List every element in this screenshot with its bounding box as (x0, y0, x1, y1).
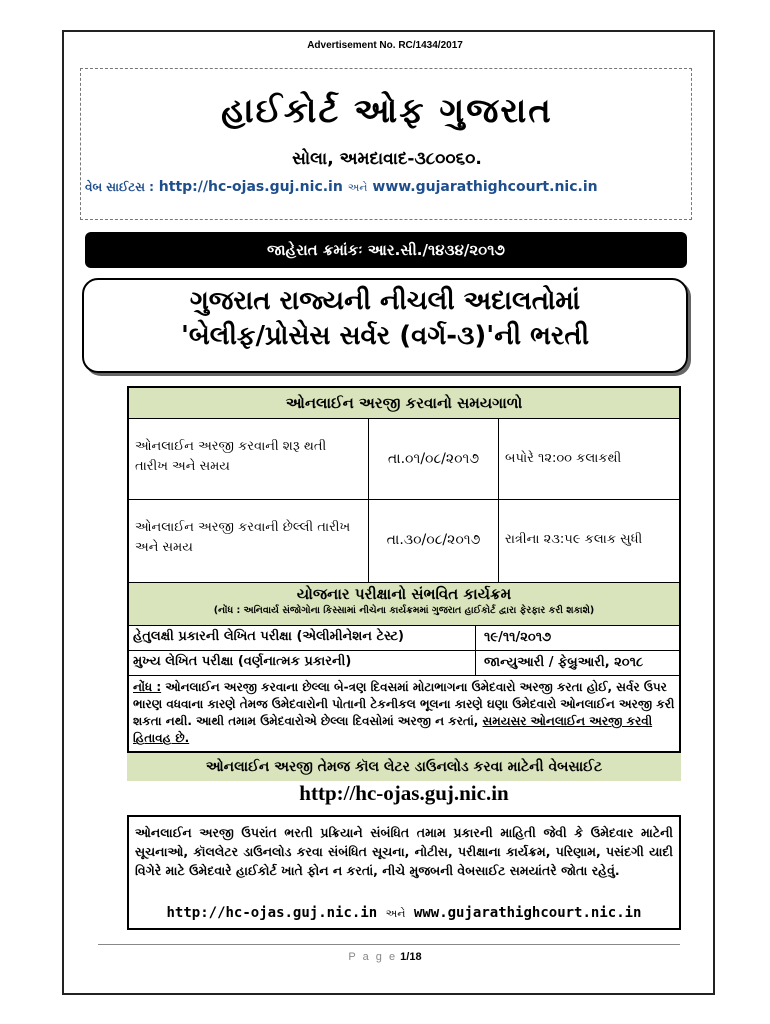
note-text: ઓનલાઈન અરજી કરવાના છેલ્લા બે-ત્રણ દિવસમાં મોટાભાગના ઉમેદવારો અરજી કરતા હોઈ, સર્વર ઉપર ભારણ વધવાના કારણે તેમજ ઉમેદવારોની પોતાની ટેકનીકલ ભૂલના કારણે ઘણા ઉમેદવારો ઓનલાઈન અરજી કરી શકતા નથી. આથી તમામ ઉમેદવારોએ છેલ્લા દિવસોમાં અરજી ન કરતાં, (133, 680, 675, 728)
page-number: 1/18 (400, 951, 422, 963)
and-text: અને (347, 181, 368, 194)
start-label: ઓનલાઈન અરજી કરવાની શરૂ થતી તારીખ અને સમય (135, 439, 327, 474)
note-emphasis: સમયસર ઓનલાઈન અરજી કરવી હિતાવહ છે. (133, 714, 653, 745)
websites-line (85, 179, 689, 195)
download-heading: ઓનલાઈન અરજી તેમજ કૉલ લેટર ડાઉનલોડ કરવા માટેની વેબસાઈટ (127, 753, 681, 781)
website-link-hc[interactable]: www.gujarathighcourt.nic.in (372, 179, 598, 195)
info-box (127, 815, 681, 930)
exam-date: જાન્યુઆરી / ફેબ્રુઆરી, ૨૦૧૮ (475, 651, 643, 675)
exam-date: ૧૯/૧૧/૨૦૧૭ (475, 626, 551, 650)
exam-heading: યોજનાર પરીક્ષાનો સંભવિત કાર્યક્રમ (296, 585, 512, 603)
important-note (133, 679, 675, 747)
recruitment-title-line1: ગુજરાત રાજ્યની નીચલી અદાલતોમાં (189, 286, 581, 316)
court-address: સોલા, અમદાવાદ-૩૮૦૦૬૦. (292, 149, 482, 169)
table-row (129, 626, 679, 651)
table-row (129, 419, 679, 500)
advertisement-number: Advertisement No. RC/1434/2017 (307, 40, 463, 51)
note-label: નોંધ : (133, 680, 162, 694)
exam-name: મુખ્ય લેખિત પરીક્ષા (વર્ણનાત્મક પ્રકારની) (133, 654, 352, 669)
end-label: ઓનલાઈન અરજી કરવાની છેલ્લી તારીખ અને સમય (135, 520, 351, 555)
exam-note: (નોંધ : અનિવાર્ય સંજોગોના કિસ્સામાં નીચેના કાર્યક્રમમાં ગુજરાત હાઈકોર્ટ દ્વારા ફેરફાર કરી શકાશે) (213, 605, 595, 616)
advertisement-bar: જાહેરાત ક્રમાંકઃ આર.સી./૧૪૩૪/૨૦૧૭ (85, 232, 687, 268)
website-label: વેબ સાઈટસ : (85, 180, 154, 194)
page-label: P a g e (348, 951, 398, 963)
end-time: રાત્રીના ૨૩:૫૯ કલાક સુધી (505, 532, 643, 547)
start-time: બપોરે ૧૨:૦૦ કલાકથી (505, 451, 622, 466)
exam-schedule-heading (129, 583, 679, 626)
table-row (129, 500, 679, 583)
info-text: ઓનલાઈન અરજી ઉપરાંત ભરતી પ્રક્રિયાને સંબંધિત તમામ પ્રકારની માહિતી જેવી કે ઉમેદવાર માટેની સૂચનાઓ, કૉલલેટર ડાઉનલોડ કરવા સંબંધિત સૂચના, નોટીસ, પરીક્ષાના કાર્યક્રમ, પરિણામ, પસંદગી યાદી વિગેરે માટે ઉમેદવારે હાઈકોર્ટ ખાતે ફોન ન કરતાં, નીચે મુજબની વેબસાઈટ સમયાંતરે જોતા રહેવું. (135, 825, 673, 878)
header-box (80, 68, 692, 220)
court-title: હાઈકોર્ટ ઓફ ગુજરાત (221, 91, 553, 131)
recruitment-title-box (82, 278, 688, 373)
info-website-link-ojas[interactable]: http://hc-ojas.guj.nic.in (166, 905, 378, 921)
table-row (129, 651, 679, 676)
info-websites (129, 905, 679, 921)
recruitment-title-line2: 'બેલીફ/પ્રોસેસ સર્વર (વર્ગ-૩)'ની ભરતી (180, 321, 590, 351)
exam-name: હેતુલક્ષી પ્રકારની લેખિત પરીક્ષા (એલીમીનેશન ટેસ્ટ) (133, 629, 404, 644)
info-and-text: અને (385, 907, 406, 920)
end-date: તા.૩૦/૦૮/૨૦૧૭ (386, 532, 481, 548)
schedule-table (127, 386, 681, 753)
start-date: તા.૦૧/૦૮/૨૦૧૭ (387, 451, 480, 467)
schedule-heading: ઓનલાઈન અરજી કરવાનો સમયગાળો (129, 388, 679, 419)
page-footer (0, 951, 770, 963)
footer-divider (98, 944, 680, 945)
website-link-ojas[interactable]: http://hc-ojas.guj.nic.in (158, 179, 343, 195)
info-website-link-hc[interactable]: www.gujarathighcourt.nic.in (413, 905, 642, 921)
download-url-link[interactable]: http://hc-ojas.guj.nic.in (299, 781, 509, 805)
